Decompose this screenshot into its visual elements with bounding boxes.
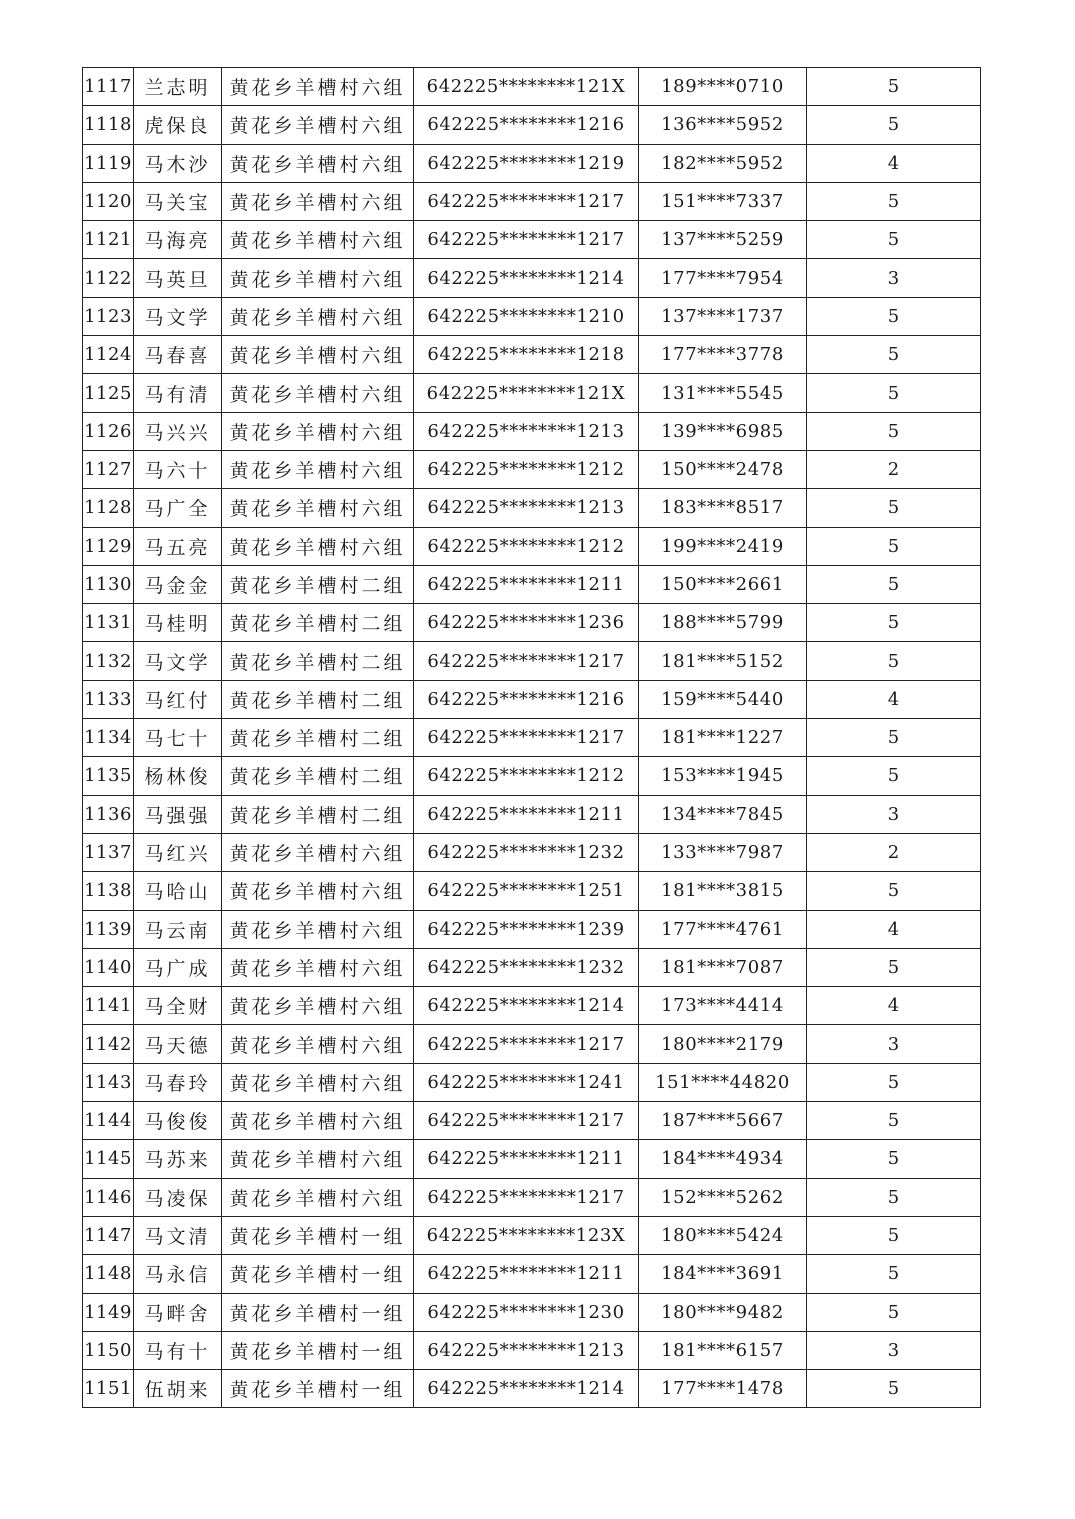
phone-number-cell: 181****6157 [639, 1331, 807, 1369]
table-row [83, 182, 981, 220]
table-row [83, 374, 981, 412]
table-row [83, 833, 981, 871]
row-number-cell: 1132 [83, 642, 134, 680]
row-number-cell: 1136 [83, 795, 134, 833]
phone-number-cell: 150****2661 [639, 565, 807, 603]
id-number-cell: 642225********1217 [414, 1025, 639, 1063]
address-cell: 黄花乡羊槽村二组 [222, 642, 414, 680]
address-cell: 黄花乡羊槽村六组 [222, 948, 414, 986]
person-name-cell: 马海亮 [134, 221, 222, 259]
phone-number-cell: 131****5545 [639, 374, 807, 412]
household-count-cell: 5 [807, 182, 981, 220]
row-number-cell: 1120 [83, 182, 134, 220]
person-name-cell: 马凌保 [134, 1178, 222, 1216]
id-number-cell: 642225********1213 [414, 1331, 639, 1369]
id-number-cell: 642225********1211 [414, 565, 639, 603]
table-row [83, 1178, 981, 1216]
id-number-cell: 642225********1212 [414, 757, 639, 795]
address-cell: 黄花乡羊槽村六组 [222, 987, 414, 1025]
phone-number-cell: 184****4934 [639, 1140, 807, 1178]
row-number-cell: 1126 [83, 412, 134, 450]
phone-number-cell: 136****5952 [639, 106, 807, 144]
address-cell: 黄花乡羊槽村六组 [222, 259, 414, 297]
phone-number-cell: 177****7954 [639, 259, 807, 297]
id-number-cell: 642225********1214 [414, 1370, 639, 1408]
household-count-cell: 5 [807, 1178, 981, 1216]
household-count-cell: 5 [807, 757, 981, 795]
person-name-cell: 马金金 [134, 565, 222, 603]
person-name-cell: 马永信 [134, 1255, 222, 1293]
table-row [83, 1331, 981, 1369]
household-count-cell: 3 [807, 795, 981, 833]
table-row [83, 680, 981, 718]
row-number-cell: 1135 [83, 757, 134, 795]
table-row [83, 259, 981, 297]
row-number-cell: 1144 [83, 1102, 134, 1140]
address-cell: 黄花乡羊槽村六组 [222, 527, 414, 565]
phone-number-cell: 187****5667 [639, 1102, 807, 1140]
person-name-cell: 马强强 [134, 795, 222, 833]
household-count-cell: 5 [807, 527, 981, 565]
row-number-cell: 1131 [83, 604, 134, 642]
table-row [83, 872, 981, 910]
id-number-cell: 642225********1211 [414, 795, 639, 833]
address-cell: 黄花乡羊槽村二组 [222, 757, 414, 795]
household-count-cell: 5 [807, 948, 981, 986]
household-count-cell: 4 [807, 987, 981, 1025]
person-name-cell: 马有十 [134, 1331, 222, 1369]
id-number-cell: 642225********1212 [414, 450, 639, 488]
household-count-cell: 5 [807, 1140, 981, 1178]
id-number-cell: 642225********1214 [414, 259, 639, 297]
address-cell: 黄花乡羊槽村六组 [222, 1102, 414, 1140]
row-number-cell: 1128 [83, 489, 134, 527]
household-count-cell: 2 [807, 833, 981, 871]
phone-number-cell: 199****2419 [639, 527, 807, 565]
id-number-cell: 642225********1210 [414, 297, 639, 335]
phone-number-cell: 139****6985 [639, 412, 807, 450]
household-count-cell: 4 [807, 910, 981, 948]
row-number-cell: 1121 [83, 221, 134, 259]
address-cell: 黄花乡羊槽村一组 [222, 1370, 414, 1408]
phone-number-cell: 134****7845 [639, 795, 807, 833]
id-number-cell: 642225********1216 [414, 106, 639, 144]
id-number-cell: 642225********1217 [414, 1102, 639, 1140]
id-number-cell: 642225********123X [414, 1216, 639, 1254]
household-count-cell: 5 [807, 565, 981, 603]
table-row [83, 757, 981, 795]
id-number-cell: 642225********1239 [414, 910, 639, 948]
table-row [83, 1025, 981, 1063]
household-count-cell: 5 [807, 106, 981, 144]
phone-number-cell: 180****9482 [639, 1293, 807, 1331]
address-cell: 黄花乡羊槽村六组 [222, 106, 414, 144]
household-count-cell: 4 [807, 144, 981, 182]
phone-number-cell: 177****1478 [639, 1370, 807, 1408]
phone-number-cell: 188****5799 [639, 604, 807, 642]
id-number-cell: 642225********1217 [414, 642, 639, 680]
row-number-cell: 1141 [83, 987, 134, 1025]
address-cell: 黄花乡羊槽村二组 [222, 604, 414, 642]
household-count-cell: 3 [807, 1025, 981, 1063]
phone-number-cell: 151****44820 [639, 1063, 807, 1101]
phone-number-cell: 184****3691 [639, 1255, 807, 1293]
table-row [83, 489, 981, 527]
phone-number-cell: 152****5262 [639, 1178, 807, 1216]
person-name-cell: 马畔舍 [134, 1293, 222, 1331]
person-name-cell: 马七十 [134, 719, 222, 757]
household-count-cell: 2 [807, 450, 981, 488]
phone-number-cell: 137****5259 [639, 221, 807, 259]
id-number-cell: 642225********1214 [414, 987, 639, 1025]
household-count-cell: 5 [807, 336, 981, 374]
address-cell: 黄花乡羊槽村六组 [222, 68, 414, 106]
person-name-cell: 马广全 [134, 489, 222, 527]
address-cell: 黄花乡羊槽村六组 [222, 910, 414, 948]
household-count-cell: 5 [807, 297, 981, 335]
address-cell: 黄花乡羊槽村六组 [222, 1063, 414, 1101]
row-number-cell: 1138 [83, 872, 134, 910]
person-name-cell: 马春玲 [134, 1063, 222, 1101]
table-row [83, 336, 981, 374]
address-cell: 黄花乡羊槽村六组 [222, 182, 414, 220]
id-number-cell: 642225********1216 [414, 680, 639, 718]
row-number-cell: 1146 [83, 1178, 134, 1216]
person-name-cell: 马天德 [134, 1025, 222, 1063]
person-name-cell: 马关宝 [134, 182, 222, 220]
id-number-cell: 642225********1217 [414, 221, 639, 259]
address-cell: 黄花乡羊槽村一组 [222, 1216, 414, 1254]
address-cell: 黄花乡羊槽村六组 [222, 450, 414, 488]
row-number-cell: 1125 [83, 374, 134, 412]
address-cell: 黄花乡羊槽村二组 [222, 719, 414, 757]
person-name-cell: 马文学 [134, 642, 222, 680]
phone-number-cell: 177****3778 [639, 336, 807, 374]
row-number-cell: 1139 [83, 910, 134, 948]
row-number-cell: 1140 [83, 948, 134, 986]
phone-number-cell: 137****1737 [639, 297, 807, 335]
id-number-cell: 642225********1251 [414, 872, 639, 910]
table-row [83, 412, 981, 450]
row-number-cell: 1124 [83, 336, 134, 374]
table-row [83, 1370, 981, 1408]
id-number-cell: 642225********1236 [414, 604, 639, 642]
person-name-cell: 马六十 [134, 450, 222, 488]
phone-number-cell: 133****7987 [639, 833, 807, 871]
address-cell: 黄花乡羊槽村一组 [222, 1293, 414, 1331]
address-cell: 黄花乡羊槽村六组 [222, 489, 414, 527]
id-number-cell: 642225********1213 [414, 412, 639, 450]
address-cell: 黄花乡羊槽村六组 [222, 872, 414, 910]
table-row [83, 68, 981, 106]
id-number-cell: 642225********1217 [414, 182, 639, 220]
id-number-cell: 642225********1218 [414, 336, 639, 374]
address-cell: 黄花乡羊槽村二组 [222, 565, 414, 603]
address-cell: 黄花乡羊槽村一组 [222, 1331, 414, 1369]
phone-number-cell: 181****3815 [639, 872, 807, 910]
person-name-cell: 马文学 [134, 297, 222, 335]
household-count-cell: 5 [807, 719, 981, 757]
household-count-cell: 5 [807, 642, 981, 680]
person-name-cell: 伍胡来 [134, 1370, 222, 1408]
row-number-cell: 1150 [83, 1331, 134, 1369]
person-name-cell: 马苏来 [134, 1140, 222, 1178]
household-count-cell: 5 [807, 1255, 981, 1293]
address-cell: 黄花乡羊槽村六组 [222, 221, 414, 259]
household-count-cell: 4 [807, 680, 981, 718]
table-row [83, 1216, 981, 1254]
household-count-cell: 5 [807, 221, 981, 259]
household-count-cell: 5 [807, 489, 981, 527]
phone-number-cell: 183****8517 [639, 489, 807, 527]
table-row [83, 1255, 981, 1293]
id-number-cell: 642225********1232 [414, 833, 639, 871]
row-number-cell: 1117 [83, 68, 134, 106]
person-name-cell: 马广成 [134, 948, 222, 986]
id-number-cell: 642225********1219 [414, 144, 639, 182]
row-number-cell: 1137 [83, 833, 134, 871]
phone-number-cell: 181****7087 [639, 948, 807, 986]
person-name-cell: 马桂明 [134, 604, 222, 642]
row-number-cell: 1149 [83, 1293, 134, 1331]
person-name-cell: 马文清 [134, 1216, 222, 1254]
person-name-cell: 马红付 [134, 680, 222, 718]
household-count-cell: 5 [807, 412, 981, 450]
table-row [83, 604, 981, 642]
table-row [83, 910, 981, 948]
household-count-cell: 5 [807, 1102, 981, 1140]
household-count-cell: 5 [807, 872, 981, 910]
row-number-cell: 1129 [83, 527, 134, 565]
id-number-cell: 642225********121X [414, 374, 639, 412]
row-number-cell: 1134 [83, 719, 134, 757]
id-number-cell: 642225********1217 [414, 1178, 639, 1216]
id-number-cell: 642225********1211 [414, 1140, 639, 1178]
id-number-cell: 642225********1211 [414, 1255, 639, 1293]
row-number-cell: 1143 [83, 1063, 134, 1101]
person-name-cell: 马红兴 [134, 833, 222, 871]
row-number-cell: 1142 [83, 1025, 134, 1063]
address-cell: 黄花乡羊槽村一组 [222, 1255, 414, 1293]
person-name-cell: 马哈山 [134, 872, 222, 910]
id-number-cell: 642225********1213 [414, 489, 639, 527]
table-row [83, 297, 981, 335]
household-count-cell: 5 [807, 68, 981, 106]
table-row [83, 1293, 981, 1331]
table-row [83, 1140, 981, 1178]
row-number-cell: 1118 [83, 106, 134, 144]
person-name-cell: 兰志明 [134, 68, 222, 106]
household-count-cell: 5 [807, 374, 981, 412]
address-cell: 黄花乡羊槽村二组 [222, 680, 414, 718]
household-count-cell: 5 [807, 1293, 981, 1331]
row-number-cell: 1147 [83, 1216, 134, 1254]
person-name-cell: 马云南 [134, 910, 222, 948]
address-cell: 黄花乡羊槽村六组 [222, 833, 414, 871]
table-row [83, 987, 981, 1025]
person-name-cell: 杨林俊 [134, 757, 222, 795]
phone-number-cell: 173****4414 [639, 987, 807, 1025]
row-number-cell: 1119 [83, 144, 134, 182]
table-row [83, 1063, 981, 1101]
person-name-cell: 马春喜 [134, 336, 222, 374]
phone-number-cell: 180****2179 [639, 1025, 807, 1063]
address-cell: 黄花乡羊槽村六组 [222, 336, 414, 374]
address-cell: 黄花乡羊槽村六组 [222, 1025, 414, 1063]
id-number-cell: 642225********1230 [414, 1293, 639, 1331]
person-name-cell: 马全财 [134, 987, 222, 1025]
address-cell: 黄花乡羊槽村六组 [222, 412, 414, 450]
row-number-cell: 1133 [83, 680, 134, 718]
person-name-cell: 马英旦 [134, 259, 222, 297]
person-name-cell: 马五亮 [134, 527, 222, 565]
person-name-cell: 马兴兴 [134, 412, 222, 450]
row-number-cell: 1148 [83, 1255, 134, 1293]
phone-number-cell: 181****5152 [639, 642, 807, 680]
id-number-cell: 642225********1241 [414, 1063, 639, 1101]
id-number-cell: 642225********1232 [414, 948, 639, 986]
address-cell: 黄花乡羊槽村六组 [222, 1178, 414, 1216]
phone-number-cell: 177****4761 [639, 910, 807, 948]
roster-table-body [83, 68, 981, 1408]
table-row [83, 106, 981, 144]
phone-number-cell: 189****0710 [639, 68, 807, 106]
table-row [83, 948, 981, 986]
table-row [83, 565, 981, 603]
address-cell: 黄花乡羊槽村六组 [222, 374, 414, 412]
row-number-cell: 1122 [83, 259, 134, 297]
household-count-cell: 5 [807, 604, 981, 642]
phone-number-cell: 153****1945 [639, 757, 807, 795]
person-name-cell: 马木沙 [134, 144, 222, 182]
id-number-cell: 642225********1217 [414, 719, 639, 757]
person-name-cell: 马有清 [134, 374, 222, 412]
phone-number-cell: 182****5952 [639, 144, 807, 182]
table-row [83, 642, 981, 680]
address-cell: 黄花乡羊槽村二组 [222, 795, 414, 833]
row-number-cell: 1127 [83, 450, 134, 488]
row-number-cell: 1145 [83, 1140, 134, 1178]
roster-table [82, 67, 981, 1408]
row-number-cell: 1151 [83, 1370, 134, 1408]
table-row [83, 527, 981, 565]
row-number-cell: 1123 [83, 297, 134, 335]
address-cell: 黄花乡羊槽村六组 [222, 297, 414, 335]
phone-number-cell: 159****5440 [639, 680, 807, 718]
id-number-cell: 642225********121X [414, 68, 639, 106]
table-row [83, 719, 981, 757]
household-count-cell: 5 [807, 1216, 981, 1254]
id-number-cell: 642225********1212 [414, 527, 639, 565]
phone-number-cell: 180****5424 [639, 1216, 807, 1254]
household-count-cell: 3 [807, 259, 981, 297]
person-name-cell: 马俊俊 [134, 1102, 222, 1140]
household-count-cell: 5 [807, 1063, 981, 1101]
table-row [83, 1102, 981, 1140]
address-cell: 黄花乡羊槽村六组 [222, 144, 414, 182]
row-number-cell: 1130 [83, 565, 134, 603]
table-row [83, 795, 981, 833]
table-row [83, 144, 981, 182]
phone-number-cell: 181****1227 [639, 719, 807, 757]
phone-number-cell: 150****2478 [639, 450, 807, 488]
household-count-cell: 3 [807, 1331, 981, 1369]
phone-number-cell: 151****7337 [639, 182, 807, 220]
address-cell: 黄花乡羊槽村六组 [222, 1140, 414, 1178]
person-name-cell: 虎保良 [134, 106, 222, 144]
table-row [83, 450, 981, 488]
household-count-cell: 5 [807, 1370, 981, 1408]
table-row [83, 221, 981, 259]
